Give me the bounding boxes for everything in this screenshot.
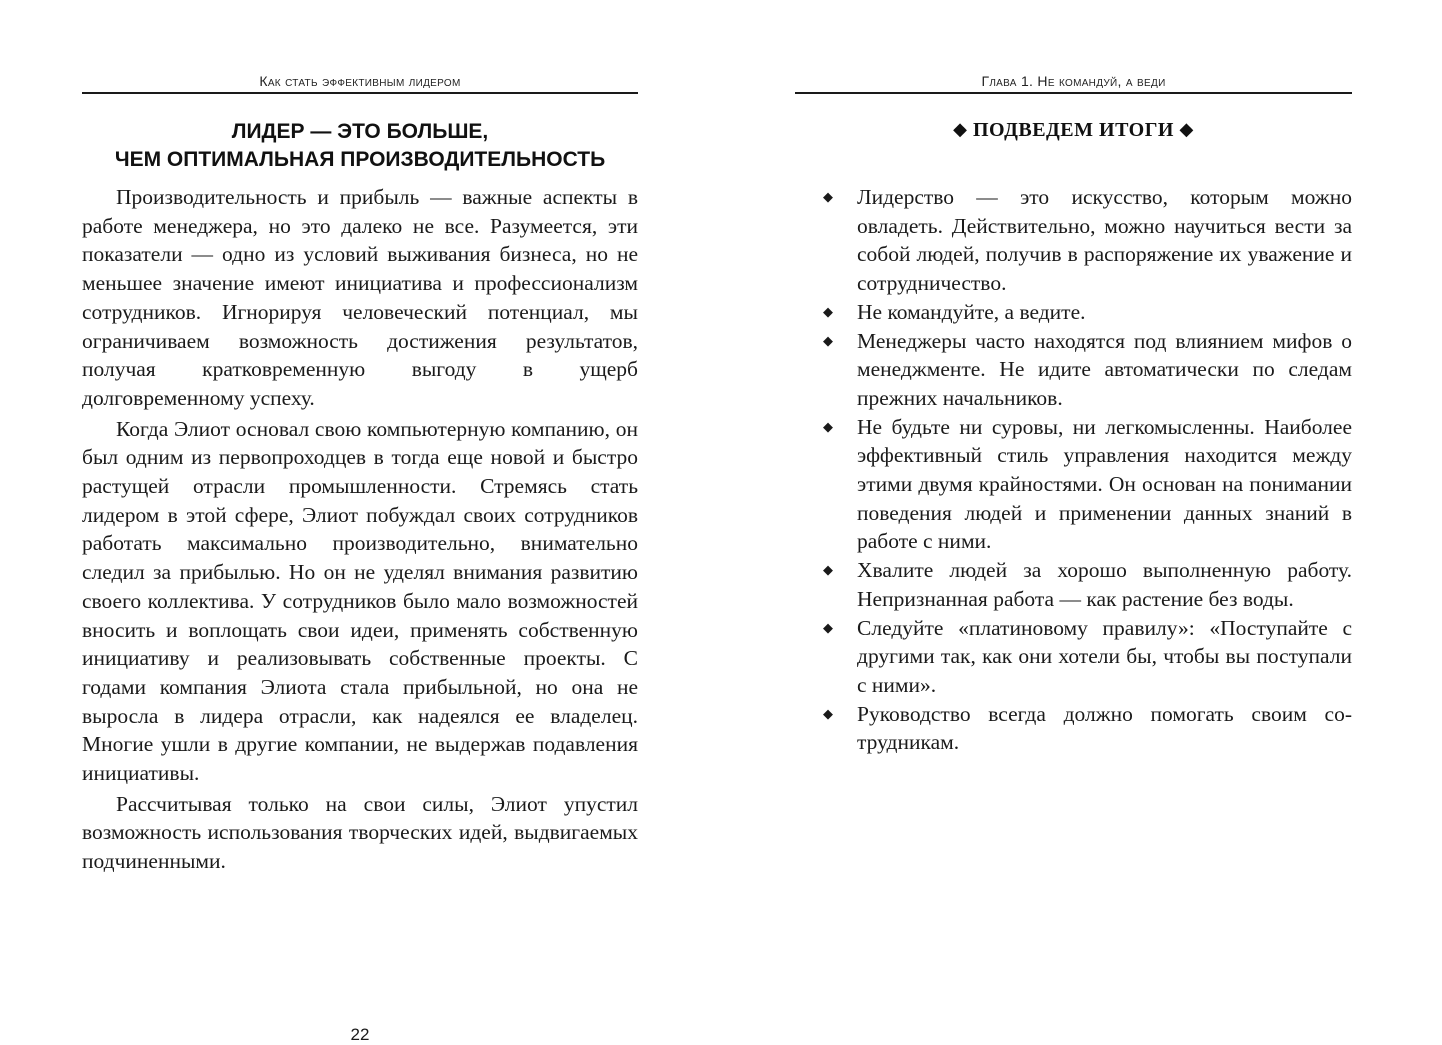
diamond-bullet-icon: ◆ <box>823 332 833 348</box>
list-item <box>795 556 1352 613</box>
list-item-text: Лидерство — это искусство, которым можно овладеть. Действительно, можно научиться вести за собой людей, получив в распоряжение их уважение и сотрудничество. <box>857 185 1352 296</box>
summary-list <box>795 183 1352 757</box>
diamond-icon: ◆ <box>1179 119 1194 139</box>
running-head: Глава 1. Не командуй, а веди <box>981 73 1166 89</box>
page-number: 22 <box>350 1025 370 1044</box>
diamond-bullet-icon: ◆ <box>823 303 833 319</box>
section-title-line: ЧЕМ ОПТИМАЛЬНАЯ ПРОИЗВОДИТЕЛЬНОСТЬ <box>114 148 606 171</box>
left-page <box>82 0 638 1045</box>
summary-title <box>795 119 1352 142</box>
list-item-text: Не командуйте, а ведите. <box>857 299 1086 324</box>
diamond-bullet-icon: ◆ <box>823 189 833 204</box>
diamond-icon: ◆ <box>953 119 968 139</box>
summary-title-text: ПОДВЕДЕМ ИТОГИ <box>972 119 1174 141</box>
diamond-bullet-icon: ◆ <box>823 562 833 578</box>
list-item-text: Руководство всегда должно помогать своим сотрудникам. <box>857 701 1352 755</box>
list-item <box>795 614 1352 700</box>
right-page <box>795 0 1352 1045</box>
running-head: Как стать эффективным лидером <box>259 73 461 89</box>
body-text <box>82 183 638 878</box>
diamond-bullet-icon: ◆ <box>823 418 833 434</box>
list-item-text: Следуйте «платиновому правилу»: «Поступайте с другими так, как они хотели бы, чтобы вы поступали с ними». <box>857 615 1352 697</box>
paragraph: Производительность и прибыль — важные аспекты в работе менеджера, но это далеко не все. Разумеется, эти показатели — одно из условий выживания бизнеса, но не меньшее значение имеют инициатива и профессионализм сотрудников. Игнорируя человеческий потенциал, мы ограничиваем возможность достижения результатов, получая кратковременную выгоду в ущерб долговременному успеху. <box>82 185 638 410</box>
paragraph: Когда Элиот основал свою компьютерную компанию, он был одним из первопроходцев в тогда еще новой и быстро растущей отрасли промышленности. Стремясь стать лидером в этой сфере, Элиот побуждал своих сотрудников работать максимально производительно, внимательно следил за прибылью. Но он не уделял внимания развитию своего коллектива. У сотрудников было мало возможностей вносить и воплощать свои идеи, применять собственную инициативу и реализовывать собственные проекты. С годами компания Элиота стала прибыльной, но она не выросла в лидера отрасли, как надеялся ее владелец. Многие ушли в другие компании, не выдержав подавления инициативы. <box>82 416 638 786</box>
list-item <box>795 413 1352 557</box>
diamond-bullet-icon: ◆ <box>823 705 833 721</box>
list-item <box>795 298 1352 327</box>
list-item <box>795 700 1352 757</box>
header-divider <box>82 92 638 94</box>
list-item-text: Хвалите людей за хорошо выполненную работу. Непризнанная работа — как растение без воды. <box>857 558 1352 611</box>
list-item-text: Менеджеры часто находятся под влиянием мифов о менеджменте. Не идите автоматически по следам прежних начальников. <box>857 328 1352 410</box>
section-title <box>82 118 638 174</box>
paragraph: Рассчитывая только на свои силы, Элиот упустил возможность использования творческих идей, выдвигаемых подчиненными. <box>82 791 638 874</box>
diamond-bullet-icon: ◆ <box>823 619 833 635</box>
list-item-text: Не будьте ни суровы, ни легкомысленны. Наиболее эффективный стиль управления находится между этими двумя крайностями. Он основан на понимании поведения людей и применении данных знаний в работе с ними. <box>857 414 1352 554</box>
list-item <box>795 183 1352 298</box>
section-title-line: ЛИДЕР — ЭТО БОЛЬШЕ, <box>231 120 489 143</box>
header-divider <box>795 92 1352 94</box>
list-item <box>795 327 1352 413</box>
